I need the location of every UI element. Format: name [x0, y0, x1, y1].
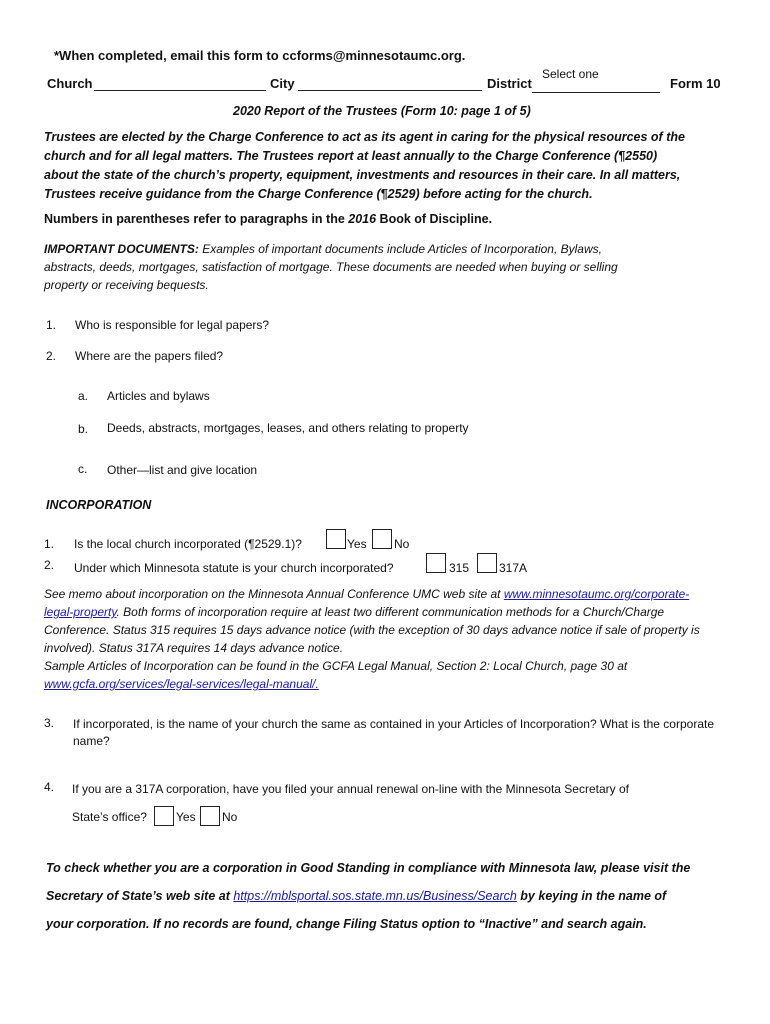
sos-search-link[interactable]: https://mblsportal.sos.state.mn.us/Business/Search	[233, 889, 517, 903]
i4-no-checkbox[interactable]	[200, 806, 220, 826]
numbers-note: Numbers in parentheses refer to paragraphs in the 2016 Book of Discipline.	[44, 212, 493, 226]
i4-text-line2: State’s office?	[72, 810, 147, 824]
good-standing-line2: Secretary of State’s web site at https://mblsportal.sos.state.mn.us/Business/Search by keying in the name of	[46, 889, 667, 903]
q1-number: 1.	[46, 318, 57, 332]
qc-letter: c.	[78, 462, 88, 476]
church-field[interactable]	[94, 76, 266, 91]
good-standing-line1: To check whether you are a corporation in Good Standing in compliance with Minnesota law, please visit the	[46, 861, 691, 875]
i1-number: 1.	[44, 537, 55, 551]
i2-315-label: 315	[449, 561, 470, 575]
district-label: District	[487, 76, 532, 91]
incorporation-heading: INCORPORATION	[46, 498, 152, 512]
i1-no-label: No	[394, 537, 410, 551]
email-note: *When completed, email this form to ccforms@minnesotaumc.org.	[54, 48, 466, 63]
district-select[interactable]	[532, 67, 660, 93]
i3-number: 3.	[44, 716, 55, 730]
gcfa-link[interactable]: www.gcfa.org/services/legal-services/legal-manual/.	[44, 677, 319, 691]
form-number: Form 10	[670, 76, 721, 91]
qb-text: Deeds, abstracts, mortgages, leases, and others relating to property	[107, 421, 469, 435]
incorporation-memo: See memo about incorporation on the Minnesota Annual Conference UMC web site at www.minnesotaumc.org/corporate-legal-property. Both forms of incorporation require at least two different communication methods for a Church/Charge Conference. Status 315 requires 15 days advance notice (with the exception of 30 days advance notice if sale of property is involved). Status 317A requires 14 days advance notice.	[44, 587, 700, 655]
qc-text: Other—list and give location	[107, 463, 258, 477]
q2-text: Where are the papers filed?	[75, 349, 224, 363]
i1-text: Is the local church incorporated (¶2529.1)?	[74, 537, 302, 551]
i1-yes-label: Yes	[347, 537, 367, 551]
good-standing-line3: your corporation. If no records are found, change Filing Status option to “Inactive” and search again.	[46, 917, 647, 931]
i2-317a-label: 317A	[499, 561, 528, 575]
i4-yes-label: Yes	[176, 810, 196, 824]
memo-link[interactable]: www.minnesotaumc.org/corporate-legal-property	[44, 587, 690, 619]
q2-number: 2.	[46, 349, 57, 363]
city-label: City	[270, 76, 295, 91]
important-documents: IMPORTANT DOCUMENTS: Examples of important documents include Articles of Incorporation, Bylaws, abstracts, deeds, mortgages, satisfaction of mortgage. These documents are needed when buying or selling property or receiving bequests.	[44, 242, 618, 292]
i2-317a-checkbox[interactable]	[477, 553, 497, 573]
i4-no-label: No	[222, 810, 238, 824]
i3-text: If incorporated, is the name of your church the same as contained in your Articles of Incorporation? What is the corporate name?	[73, 717, 715, 748]
i4-text: If you are a 317A corporation, have you filed your annual renewal on-line with the Minnesota Secretary of	[72, 782, 629, 796]
district-select-value: Select one	[542, 67, 599, 81]
city-field[interactable]	[298, 76, 482, 91]
qb-letter: b.	[78, 422, 89, 436]
church-label: Church	[47, 76, 93, 91]
i2-number: 2.	[44, 558, 55, 572]
q1-text: Who is responsible for legal papers?	[75, 318, 270, 332]
qa-text: Articles and bylaws	[107, 389, 210, 403]
i2-text: Under which Minnesota statute is your church incorporated?	[74, 561, 394, 575]
i2-315-checkbox[interactable]	[426, 553, 446, 573]
page-title: 2020 Report of the Trustees (Form 10: page 1 of 5)	[233, 104, 531, 118]
i1-yes-checkbox[interactable]	[326, 529, 346, 549]
i1-no-checkbox[interactable]	[372, 529, 392, 549]
i4-yes-checkbox[interactable]	[154, 806, 174, 826]
trustees-intro: Trustees are elected by the Charge Conference to act as its agent in caring for the physical resources of the church and for all legal matters. The Trustees report at least annually to the Charge Conference (¶2550) about the state of the church’s property, equipment, investments and resources in their care. In all matters, Trustees receive guidance from the Charge Conference (¶2529) before acting for the church.	[44, 130, 685, 201]
qa-letter: a.	[78, 389, 89, 403]
sample-articles-note: Sample Articles of Incorporation can be found in the GCFA Legal Manual, Section 2: Local Church, page 30 at www.gcfa.org/services/legal-services/legal-manual/.	[44, 659, 628, 691]
i4-number: 4.	[44, 780, 55, 794]
